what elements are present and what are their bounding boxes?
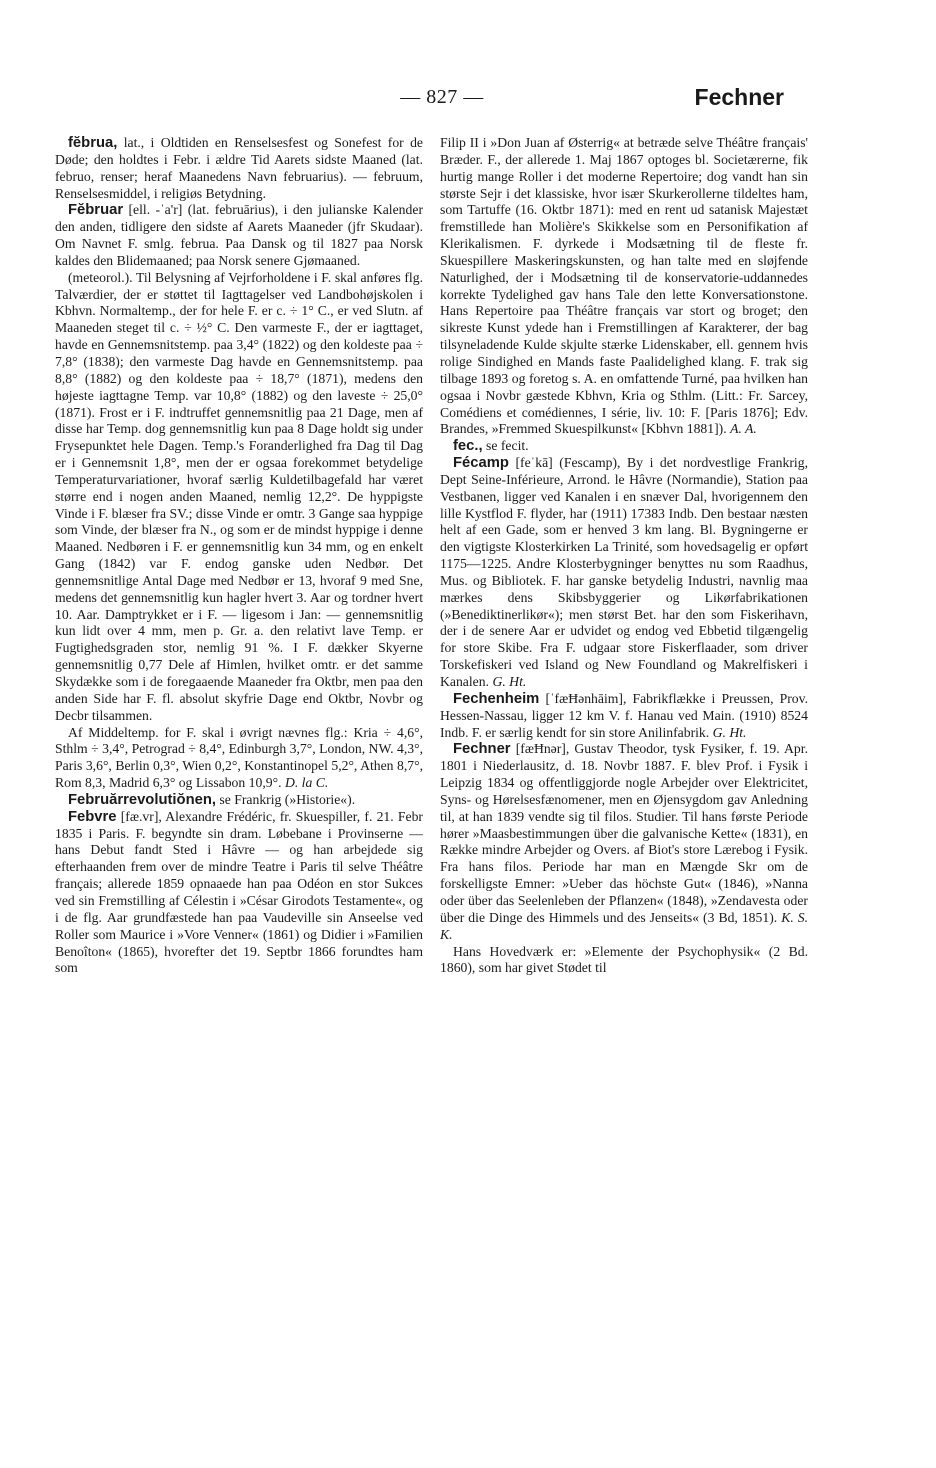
entry-fec (440, 438, 808, 455)
entry-febvre (55, 809, 423, 977)
author-signature: K. S. K. (440, 909, 808, 942)
entry-text: se Frankrig (»Historie«). (219, 791, 356, 807)
entry-februarrevolutionen (55, 792, 423, 809)
lemma: fec., (453, 438, 483, 455)
entry-text: Hans Hovedværk er: »Elemente der Psychophysik« (2 Bd. 1860), som har givet Stødet til (440, 943, 808, 976)
lemma: Fechenheim (453, 690, 540, 707)
entry-februar (55, 202, 423, 269)
author-signature: G. Ht. (492, 674, 527, 689)
lemma: Febvre (68, 808, 117, 825)
entry-text: lat., i Oldtiden en Renselsesfest og Sonefest for de Døde; den holdtes i Febr. i ældre Tid Aarets sidste Maaned (lat. februo, renser; heraf Maanedens Navn februarius). — februum, Renselsesmiddel, i religiøs Betydning. (55, 135, 423, 201)
entry-februar-middeltemp (55, 725, 423, 792)
right-column (440, 135, 808, 977)
page-number: — 827 — (400, 86, 484, 108)
entry-text: [ell. -ˈa'r] (lat. februārius), i den julianske Kalender den anden, tidligere den sidste af Aarets Maaneder (jfr Skudaar). Om Navnet F. smlg. februa. Paa Dansk og til 1827 paa Norsk kaldes den Blidemaaned; paa Norsk senere Gjømaaned. (55, 202, 424, 268)
page-header (0, 86, 936, 116)
author-signature: A. A. (730, 421, 757, 437)
entry-fechner-continued (440, 944, 808, 978)
entry-fechner (440, 741, 808, 943)
entry-text: [fæ.vr], Alexandre Frédéric, fr. Skuespiller, f. 21. Febr 1835 i Paris. F. begyndte sin dram. Løbebane i Provinserne — hans Debut fandt Sted i Hâvre — og han arbejdede sig efterhaanden frem over de mindre Teatre i Paris til selve Théâtre français; allerede 1859 opnaaede han paa Odéon en stor Sukces ved sin Fremstilling af Célestin i »César Girodots Testamente«, og i de flg. Aar grundfæstede han paa Vaudeville sin Anseelse ved Roller som Maurice i »Vore Venner« (1861) og Didier i »Familien Benoîton« (1865), hvorefter det 19. Septbr 1866 forundtes ham som (55, 808, 423, 976)
lemma: Fechner (453, 741, 511, 758)
entry-text: se fecit. (486, 438, 529, 454)
entry-text: [ˈfæĦənhāim], Fabrikflække i Preussen, Prov. Hessen-Nassau, ligger 12 km V. f. Hanau ved Main. (1910) 8524 Indb. F. er særlig kendt for sin store Anilinfabrik. (440, 690, 808, 740)
lemma: Fĕbruar (68, 202, 124, 219)
lemma: Februărrevolutiŏnen, (68, 791, 216, 808)
entry-fechenheim (440, 691, 808, 742)
entry-fecamp (440, 455, 808, 691)
entry-februar-meteorol (55, 270, 423, 725)
left-column (55, 135, 423, 977)
entry-text: Filip II i »Don Juan af Østerrig« at betræde selve Théâtre français' Bræder. F., der allerede 1. Maj 1867 optoges bl. Societærerne, fik hurtig mange Roller i det moderne Repertoire; dog vandt han sin største Sejr i det klassiske, hvor især Skurkerollerne tildeltes ham, som Tartuffe (16. Oktbr 1871): med en rent ud satanisk Majestæt fremstillede han Molière's Skikkelse som en Personifikation af Klerikalismen. F. dyrkede i Modsætning til de fleste fr. Skuespillere Maskeringskunsten, og han talte med en sløjfende Naturlighed, der i Modsætning til de konservatorie-uddannedes korrekte Tydelighed gav hans Tale den lette Konversationstone. Hans Repertoire paa Théâtre français var stort og broget; den sikreste Kunst ydede han i Fremstillingen af Karakterer, der bag tilsyneladende Kulde skjulte stærke Lidenskaber, ell. gennem hvis rolige Sindighed en Mands faste Paalidelighed klang. F. trak sig tilbage 1893 og foretog s. A. en omfattende Turné, paa hvilken han ogsaa i Novbr gæstede Kbhvn, Kria og Sthlm. (Litt.: Fr. Sarcey, Comédiens et comédiennes, I série, liv. 10: F. [Paris 1876]; Edv. Brandes, »Fremmed Skuespilkunst« [Kbhvn 1881]). (440, 135, 808, 437)
author-signature: G. Ht. (712, 724, 747, 740)
entry-febvre-continued (440, 135, 808, 438)
lemma: Fécamp (453, 455, 509, 472)
running-head: Fechner (694, 84, 784, 110)
entry-text: [fæĦnər], Gustav Theodor, tysk Fysiker, f. 19. Apr. 1801 i Niederlausitz, d. 18. Novbr 1887. F. blev Prof. i Fysik i Leipzig 1834 og offentliggjorde nogle Arbejder over Elektricitet, Syns- og Hørelsesfænomener, men en Øjensygdom gav Anledning til, at han 1839 vendte sig til filos. Studier. Til hans første Periode hører »Maasbestimmungen über die galvanische Kette« (1831), en Række mindre Arbejder og Overs. af Biot's store Lærebog i Fysik. Fra hans filos. Periode har man en Mængde Skr om de forskelligste Emner: »Ueber das höchste Gut« (1846), »Nanna oder über das Seelenleben der Pflanzen« (1848), »Zendavesta oder über die Dinge des Himmels und des Jenseits« (3 Bd, 1851). (440, 741, 809, 925)
entry-februa (55, 135, 423, 202)
entry-text: [feˈkā] (Fescamp), By i det nordvestlige Frankrig, Dept Seine-Inférieure, Arrond. le Hâvre (Normandie), Station paa Vestbanen, ligger ved Kanalen i en snæver Dal, hvorigennem den lille Kystflod F. flyder, har (1911) 17383 Indb. Den bestaar næsten helt af een Gade, som er henved 3 km lang. Bl. Bygningerne er den vigtigste Klosterkirken La Trinité, som hovedsagelig er opført 1175—1225. Andre Klosterbygninger benyttes nu som Raadhus, Mus. og Bibliotek. F. har ganske betydelig Industri, navnlig maa mærkes dens Skibsbyggerier og Likørfabrikationen (»Benediktinerlikør«); men størst Bet. har den som Fiskerihavn, der i de senere Aar er udvidet og endog ved Ebbetid tilgængelig for store Skibe. Fra F. udgaar store Fiskerflaader, som driver Torskefiskeri ved Island og New Foundland og Makrelfiskeri i Kanalen. (440, 455, 808, 689)
lemma: fĕbrua, (68, 135, 118, 151)
author-signature: D. la C. (284, 775, 329, 791)
entry-text: Af Middeltemp. for F. skal i øvrigt nævnes flg.: Kria ÷ 4,6°, Sthlm ÷ 3,4°, Petrograd ÷ 8,4°, Edinburgh 3,7°, London, NW. 4,3°, Paris 3,6°, Berlin 0,3°, Wien 0,2°, Konstantinopel 5,2°, Athen 8,7°, Rom 8,3, Madrid 6,3° og Lissabon 10,9°. (55, 724, 423, 791)
entry-text: (meteorol.). Til Belysning af Vejrforholdene i F. skal anføres flg. Talværdier, der er støttet til Iagttagelser ved Landbohøjskolen i Kbhvn. Normaltemp., der for hele F. er c. ÷ 1° C., er ved Slutn. af Maaneden steget til c. ÷ ½° C. Den varmeste F., der er iagttaget, havde en Gennemsnitstemp. paa 3,4° (1822) og den koldeste paa ÷ 7,8° (1838); den varmeste Dag havde en Gennemsnitstemp. paa 8,8° (1882) og den koldeste paa ÷ 18,7° (1871), medens den højeste iagttagne Temp. var 10,8° (1882) og den laveste ÷ 25,0° (1871). Frost er i F. indtruffet gennemsnitlig paa 21 Dage, men af disse har Temp. dog gennemsnitlig kun paa 8 Dage holdt sig under Frysepunktet hele Dagen. Temp.'s Foranderlighed fra Dag til Dag er i Gennemsnit 1,8°, men der er ogsaa forekommet betydelige Temperaturvariationer, hvoraf særlig Kuldetilbagefald har været større end i nogen anden Maaned, nemlig 12,2°. De hyppigste Vinde i F. blæser fra SV.; disse Vinde er omtr. 3 Gange saa hyppige som Vinde, der blæser fra N., og som er de mindst hyppige i denne Maaned. Nedbøren i F. er gennemsnitlig kun 34 mm, og en enkelt Gang (1842) var F. endog ganske uden Nedbør. Det gennemsnitlige Antal Dage med Nedbør er 13, hvoraf 9 med Sne, medens det gennemsnitlig kun hagler hvert 3. Aar og tordner hvert 10. Aar. Damptrykket er i F. — ligesom i Jan: — gennemsnitlig kun lidt over 4 mm, men p. Gr. a. den relativt lave Temp. er Fugtighedsgraden stor, nemlig 91 %. I F. dækker Skyerne gennemsnitlig 0,77 Dele af Himlen, hvilket omtr. er det samme Skydække som i de foregaaende Maaneder fra Oktbr, men paa den anden Side har F. fl. absolut skyfrie Dage end Oktbr, Novbr og Decbr tilsammen. (55, 269, 423, 723)
